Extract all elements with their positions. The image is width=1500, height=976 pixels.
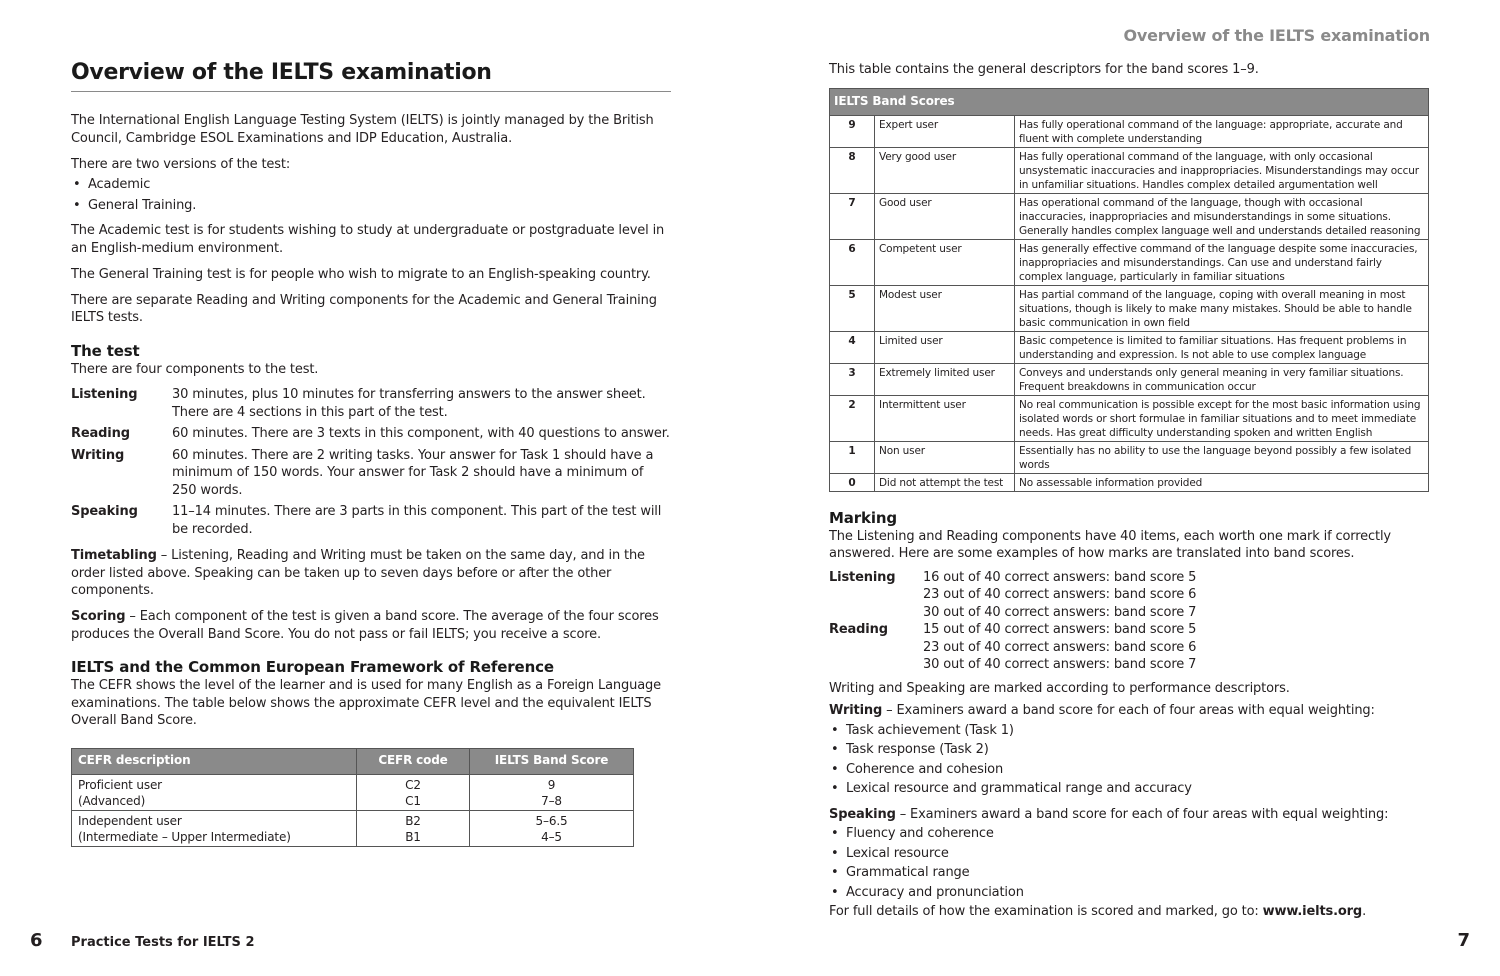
table-row <box>830 395 1429 441</box>
band-number: 7 <box>830 193 875 239</box>
list-item: • Coherence and cohesion <box>829 761 1429 779</box>
list-item: • Accuracy and pronunciation <box>829 884 1429 902</box>
table-row <box>72 810 634 846</box>
table-row <box>830 363 1429 395</box>
listening-marks <box>829 569 1429 622</box>
band-description: Conveys and understands only general meaning in very familiar situations. Frequent breakdowns in communication occur <box>1015 363 1429 395</box>
cefr-text: The CEFR shows the level of the learner and is used for many English as a Foreign Language examinations. The table below shows the approximate CEFR level and the equivalent IELTS Overall Band Score. <box>71 678 661 728</box>
separate-paragraph: There are separate Reading and Writing components for the Academic and General Training IELTS tests. <box>71 292 657 325</box>
cell-line: Proficient user <box>78 777 162 792</box>
cell-line: (Advanced) <box>78 793 146 808</box>
cell-line: B2 <box>405 813 421 828</box>
band-description: No real communication is possible except for the most basic information using isolated words or short formulae in familiar situations and to meet immediate needs. Has great difficulty understanding spoken and written English <box>1015 395 1429 441</box>
list-item: • Task achievement (Task 1) <box>829 722 1429 740</box>
page-number: 6 <box>30 930 43 951</box>
band-number: 0 <box>830 473 875 491</box>
band-number: 1 <box>830 441 875 473</box>
list-item: • Grammatical range <box>829 864 1429 882</box>
page-number: 7 <box>1457 930 1470 951</box>
table-row <box>72 774 634 810</box>
table-row <box>830 193 1429 239</box>
band-description: Has fully operational command of the language: appropriate, accurate and fluent with complete understanding <box>1015 115 1429 147</box>
band-score-cell <box>470 774 634 810</box>
band-description: Basic competence is limited to familiar situations. Has frequent problems in understanding and expression. Is not able to use complex language <box>1015 331 1429 363</box>
table-row <box>830 285 1429 331</box>
table-row <box>830 331 1429 363</box>
band-number: 2 <box>830 395 875 441</box>
full-details-paragraph <box>829 903 1429 921</box>
speaking-label: Speaking <box>829 806 896 822</box>
versions-intro: There are two versions of the test: <box>71 156 291 172</box>
cefr-description-cell <box>72 774 357 810</box>
marking-intro: The Listening and Reading components have 40 items, each worth one mark if correctly answered. Here are some examples of how marks are translated into band scores. <box>829 528 1391 561</box>
list-item: • Lexical resource and grammatical range and accuracy <box>829 780 1429 798</box>
right-page <box>750 0 1500 976</box>
timetabling-text: – Listening, Reading and Writing must be taken on the same day, and in the order listed above. Speaking can be taken up to seven days before or after the other components. <box>71 548 645 598</box>
speaking-paragraph <box>829 806 1429 824</box>
cefr-table <box>71 748 634 847</box>
component-row <box>71 503 671 538</box>
cefr-code-cell <box>357 774 470 810</box>
table-row <box>830 147 1429 193</box>
mark-line: 16 out of 40 correct answers: band score 5 <box>923 569 1197 585</box>
writing-paragraph <box>829 702 1429 720</box>
band-level: Intermittent user <box>875 395 1015 441</box>
band-number: 8 <box>830 147 875 193</box>
full-details-end: . <box>1362 904 1367 919</box>
book-title: Practice Tests for IELTS 2 <box>71 935 255 950</box>
cell-line: 5–6.5 <box>535 813 568 828</box>
table-header-row <box>72 748 634 774</box>
reading-marks <box>829 621 1429 674</box>
column-header: IELTS Band Score <box>470 748 634 774</box>
column-header: CEFR description <box>72 748 357 774</box>
band-level: Extremely limited user <box>875 363 1015 395</box>
band-number: 3 <box>830 363 875 395</box>
mark-line: 15 out of 40 correct answers: band score 5 <box>923 622 1197 637</box>
component-row <box>71 425 671 443</box>
band-level: Very good user <box>875 147 1015 193</box>
scoring-paragraph <box>71 608 671 643</box>
band-description: Has fully operational command of the language, with only occasional unsystematic inaccuracies and inappropriacies. Misunderstandings may occur in unfamiliar situations. Handles complex detailed argumentation well <box>1015 147 1429 193</box>
band-description: Essentially has no ability to use the language beyond possibly a few isolated words <box>1015 441 1429 473</box>
list-item: • Lexical resource <box>829 845 1429 863</box>
intro-paragraph: The International English Language Testing System (IELTS) is jointly managed by the British Council, Cambridge ESOL Examinations and IDP Education, Australia. <box>71 113 654 146</box>
component-label: Writing <box>71 447 125 463</box>
table-row <box>830 239 1429 285</box>
speaking-criteria-list <box>829 825 1429 901</box>
scoring-label: Scoring <box>71 609 126 624</box>
band-number: 4 <box>830 331 875 363</box>
band-score-cell <box>470 810 634 846</box>
cell-line: Independent user <box>78 813 182 828</box>
cell-line: B1 <box>405 829 421 844</box>
list-item: • Task response (Task 2) <box>829 741 1429 759</box>
cell-line: 4–5 <box>541 829 562 844</box>
cell-line: C2 <box>405 777 421 792</box>
mark-line: 30 out of 40 correct answers: band score 7 <box>923 604 1197 620</box>
full-details-text: For full details of how the examination is scored and marked, go to: <box>829 904 1263 919</box>
general-paragraph: The General Training test is for people who wish to migrate to an English-speaking country. <box>71 266 651 282</box>
column-header: CEFR code <box>357 748 470 774</box>
cell-line: 7–8 <box>541 793 562 808</box>
running-head: Overview of the IELTS examination <box>1123 26 1430 45</box>
speaking-text: – Examiners award a band score for each of four areas with equal weighting: <box>895 806 1389 822</box>
component-label: Listening <box>71 387 138 402</box>
scoring-text: – Each component of the test is given a band score. The average of the four scores produces the Overall Band Score. You do not pass or fail IELTS; you receive a score. <box>71 609 659 642</box>
band-number: 6 <box>830 239 875 285</box>
band-description: Has partial command of the language, coping with overall meaning in most situations, though is likely to make many mistakes. Should be able to handle basic communication in own field <box>1015 285 1429 331</box>
band-level: Expert user <box>875 115 1015 147</box>
table-intro: This table contains the general descriptors for the band scores 1–9. <box>829 62 1259 77</box>
versions-list <box>71 176 671 214</box>
marking-heading: Marking <box>829 508 897 527</box>
band-level: Good user <box>875 193 1015 239</box>
writing-label: Writing <box>829 703 883 718</box>
mark-line: 23 out of 40 correct answers: band score 6 <box>923 587 1197 602</box>
band-level: Did not attempt the test <box>875 473 1015 491</box>
component-desc: 11–14 minutes. There are 3 parts in this component. This part of the test will be recorded. <box>172 504 662 537</box>
table-row <box>830 473 1429 491</box>
timetabling-paragraph <box>71 547 671 600</box>
list-item: • Fluency and coherence <box>829 825 1429 843</box>
list-item: • Academic <box>71 176 671 194</box>
band-number: 9 <box>830 115 875 147</box>
band-level: Limited user <box>875 331 1015 363</box>
cefr-description-cell <box>72 810 357 846</box>
mark-label: Listening <box>829 569 896 585</box>
band-level: Competent user <box>875 239 1015 285</box>
cell-line: (Intermediate – Upper Intermediate) <box>78 829 291 844</box>
band-number: 5 <box>830 285 875 331</box>
component-row <box>71 447 671 500</box>
mark-label: Reading <box>829 622 888 637</box>
the-test-heading: The test <box>71 341 140 360</box>
cefr-code-cell <box>357 810 470 846</box>
timetabling-label: Timetabling <box>71 548 157 563</box>
band-description: Has generally effective command of the language despite some inaccuracies, inappropriacies and misunderstandings. Can use and understand fairly complex language, particularly in familiar situations <box>1015 239 1429 285</box>
component-row <box>71 386 671 421</box>
the-test-intro: There are four components to the test. <box>71 361 319 377</box>
mark-line: 23 out of 40 correct answers: band score 6 <box>923 639 1197 655</box>
table-row <box>830 115 1429 147</box>
right-content <box>829 61 1429 921</box>
academic-paragraph: The Academic test is for students wishing to study at undergraduate or postgraduate level in an English-medium environment. <box>71 223 665 256</box>
writing-criteria-list <box>829 722 1429 798</box>
band-description: Has operational command of the language, though with occasional inaccuracies, inappropriacies and misunderstandings in some situations. Generally handles complex language well and understands detailed reasoning <box>1015 193 1429 239</box>
component-desc: 60 minutes. There are 3 texts in this component, with 40 questions to answer. <box>172 426 670 441</box>
mark-lines <box>923 569 1196 622</box>
band-description: No assessable information provided <box>1015 473 1429 491</box>
band-level: Non user <box>875 441 1015 473</box>
left-content <box>71 112 671 847</box>
component-desc: 60 minutes. There are 2 writing tasks. Your answer for Task 1 should have a minimum of 150 words. Your answer for Task 2 should have a minimum of 250 words. <box>172 447 654 498</box>
cefr-heading: IELTS and the Common European Framework of Reference <box>71 658 554 676</box>
table-header-row <box>830 88 1429 115</box>
table-row <box>830 441 1429 473</box>
writing-text: – Examiners award a band score for each of four areas with equal weighting: <box>882 703 1375 718</box>
mark-lines <box>923 621 1196 674</box>
descriptors-note: Writing and Speaking are marked according to performance descriptors. <box>829 680 1290 696</box>
component-label: Speaking <box>71 504 138 519</box>
components-list <box>71 386 671 538</box>
page-title: Overview of the IELTS examination <box>71 60 671 92</box>
table-header: IELTS Band Scores <box>830 88 1429 115</box>
mark-line: 30 out of 40 correct answers: band score 7 <box>923 657 1197 672</box>
list-item: • General Training. <box>71 197 671 215</box>
component-desc: 30 minutes, plus 10 minutes for transferring answers to the answer sheet. There are 4 sections in this part of the test. <box>172 387 646 420</box>
ielts-website-link[interactable]: www.ielts.org <box>1262 904 1363 919</box>
cell-line: C1 <box>405 793 421 808</box>
cell-line: 9 <box>547 777 556 792</box>
band-scores-table <box>829 88 1429 492</box>
component-label: Reading <box>71 426 130 441</box>
band-level: Modest user <box>875 285 1015 331</box>
